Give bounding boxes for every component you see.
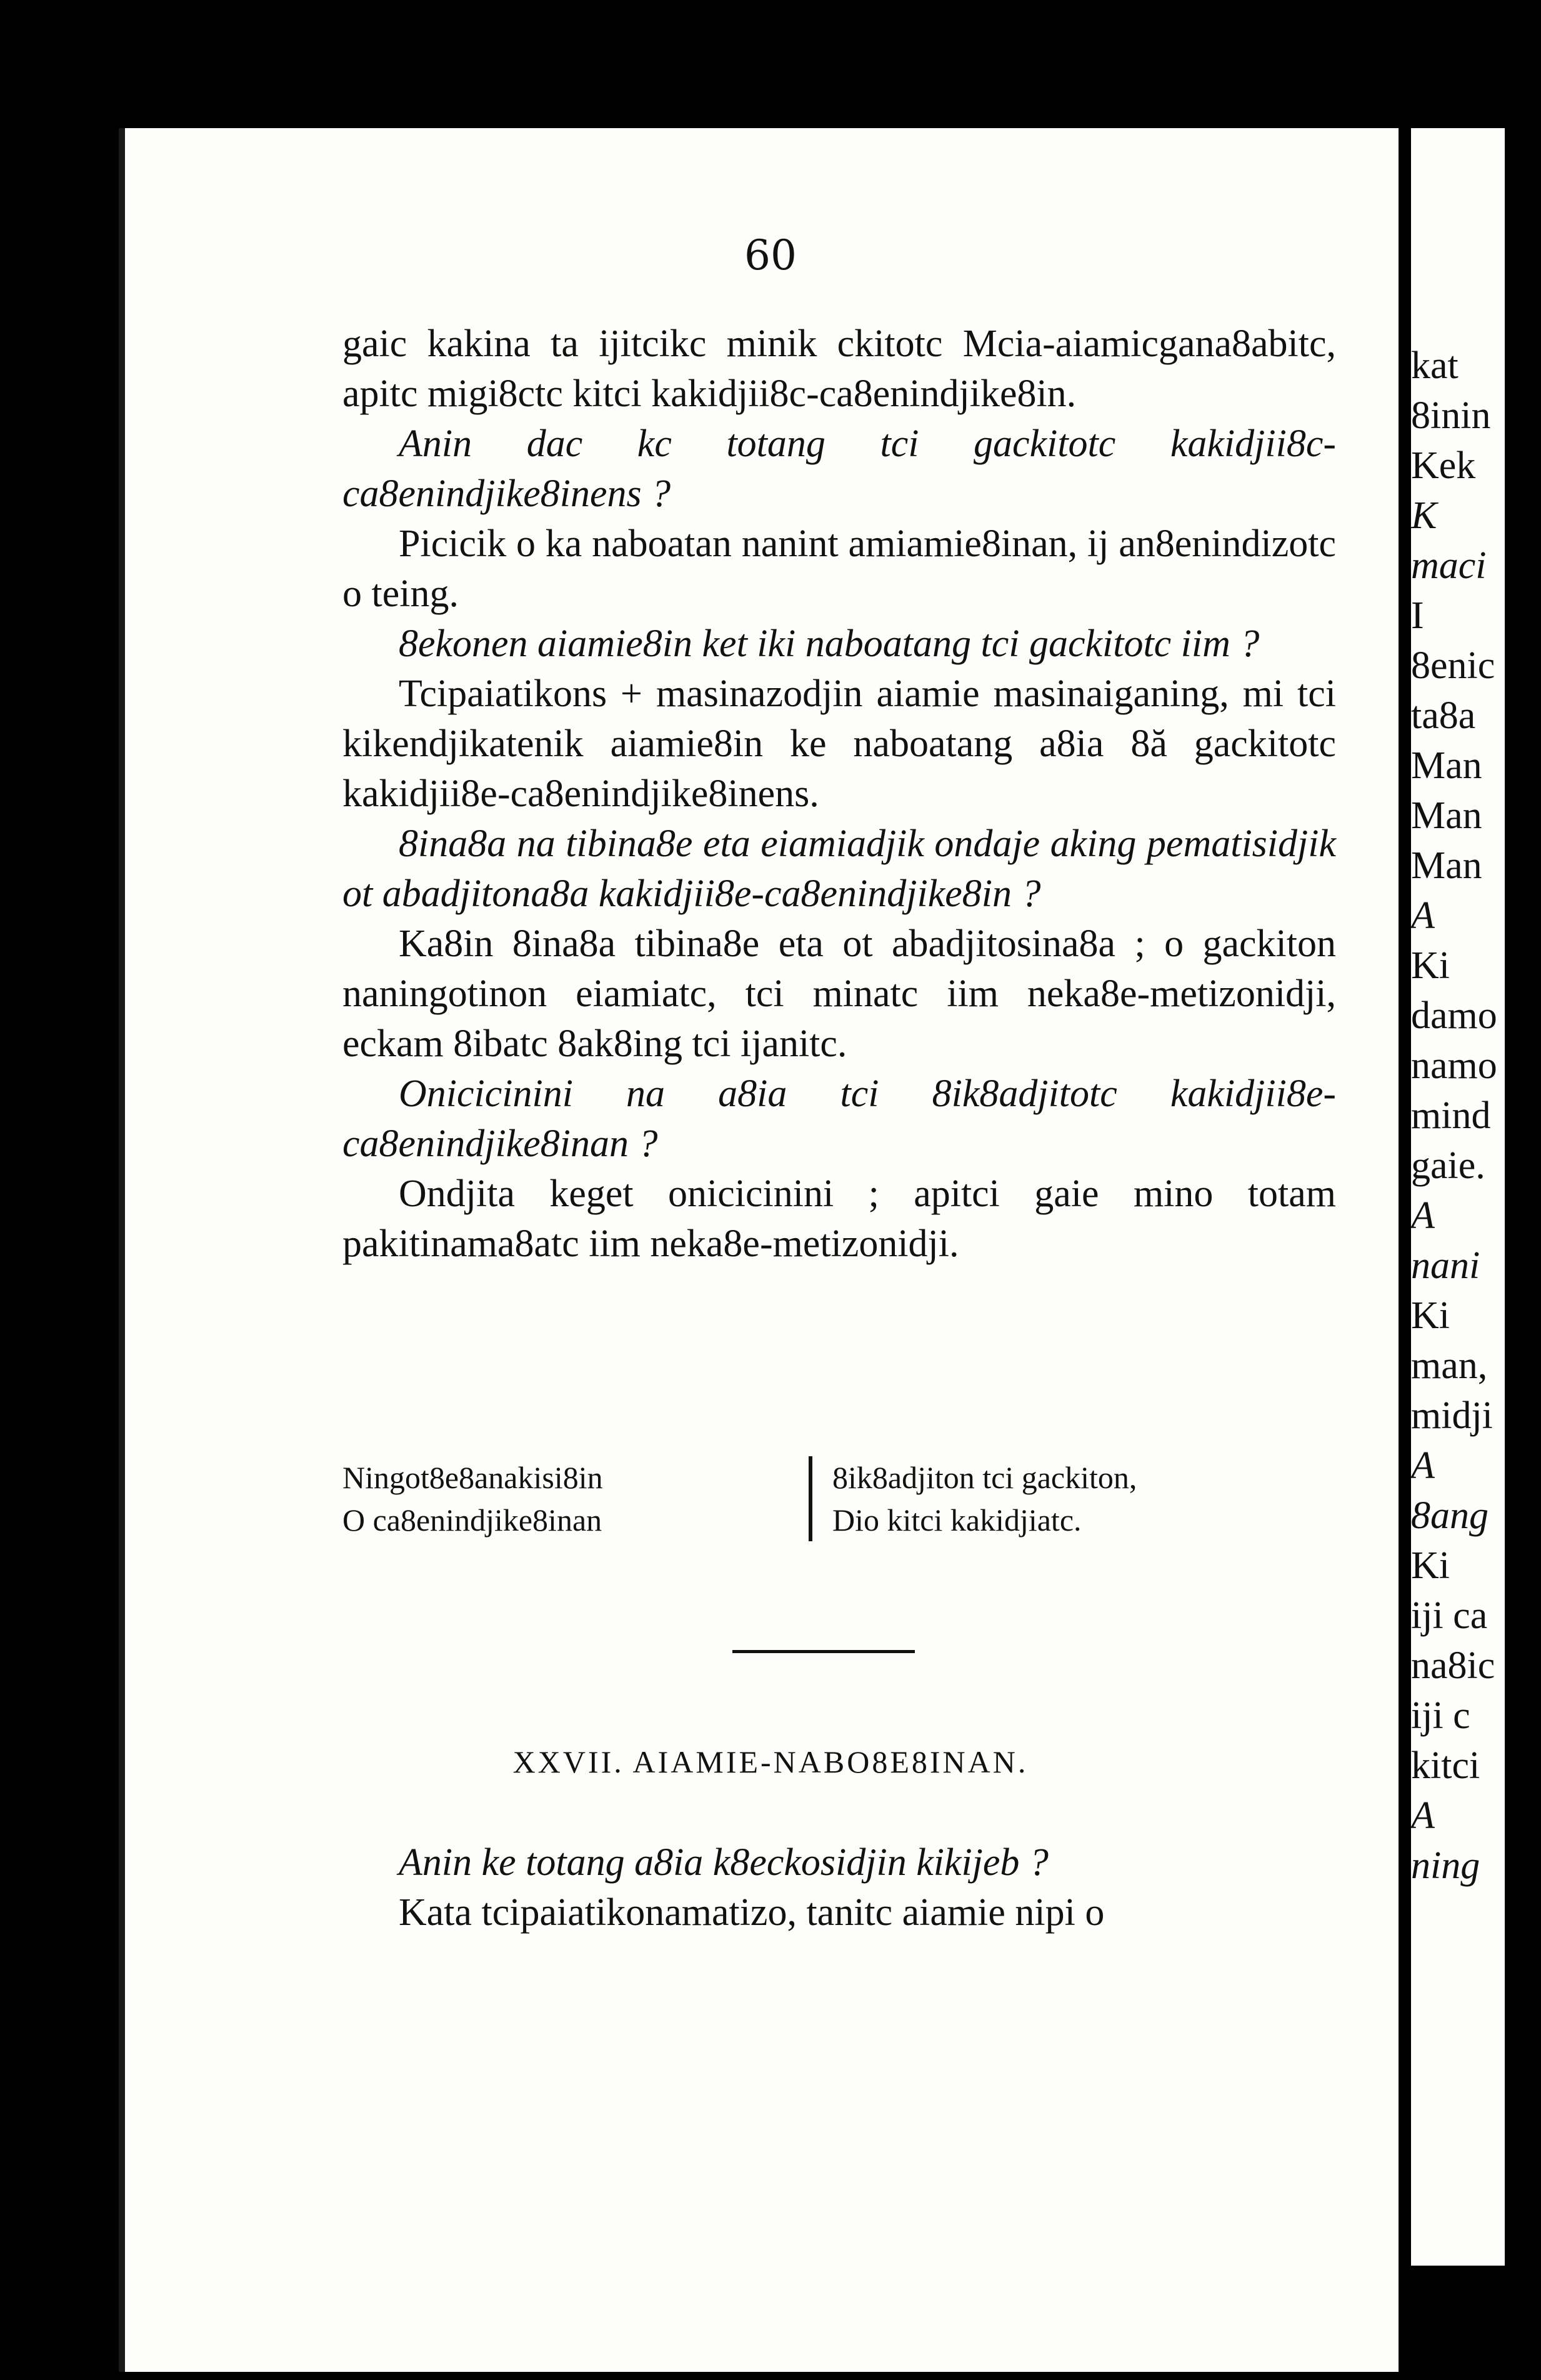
next-page-line: Kek — [1411, 444, 1476, 487]
next-page-line: iji c — [1411, 1694, 1470, 1737]
next-page-line: A — [1411, 1194, 1435, 1237]
question: 8ina8a na tibina8e eta eiamiadjik ondaje aking pematisidjik ot abadjitona8a kakidjii8e-ca8enindjike8in ? — [342, 822, 1336, 915]
next-page-line: kat — [1411, 344, 1459, 387]
next-page-line: 8enic — [1411, 644, 1495, 687]
next-page-line: namo — [1411, 1044, 1497, 1087]
answer: Picicik o ka naboatan nanint amiamie8inan, ij an8enindizotc o teing. — [342, 522, 1336, 615]
next-page-line: nani — [1411, 1244, 1480, 1287]
question: Anin dac kc totang tci gackitotc kakidjii8c-ca8enindjike8inens ? — [342, 422, 1336, 515]
verse-right — [809, 1456, 1137, 1541]
next-page-line: A — [1411, 1794, 1435, 1837]
answer: Ondjita keget onicicinini ; apitci gaie mino totam pakitinama8atc iim neka8e-metizonidji. — [342, 1172, 1336, 1265]
verse-left — [342, 1456, 603, 1541]
section-title: XXVII. AIAMIE-NABO8E8INAN. — [512, 1744, 1029, 1779]
next-page-line: gaie. — [1411, 1144, 1485, 1187]
next-page-line: mind — [1411, 1094, 1491, 1137]
next-page-line: kitci — [1411, 1744, 1480, 1787]
next-page-line: A — [1411, 894, 1435, 937]
section-divider — [732, 1650, 915, 1653]
next-page-line: 8ang — [1411, 1494, 1489, 1537]
next-page-line: maci — [1411, 544, 1487, 587]
next-page-line: midji — [1411, 1394, 1493, 1437]
next-page-line: iji ca — [1411, 1594, 1488, 1637]
next-page-line: Ki — [1411, 944, 1450, 987]
page-number: 60 — [744, 231, 797, 279]
question: 8ekonen aiamie8in ket iki naboatang tci gackitotc iim ? — [399, 622, 1260, 665]
next-page-line: Ki — [1411, 1294, 1450, 1337]
paragraph: gaic kakina ta ijitcikc minik ckitotc Mcia-aiamicgana8abitc, apitc migi8ctc kitci kakidjii8c-ca8enindjike8in. — [342, 322, 1336, 415]
question: Anin ke totang a8ia k8eckosidjin kikijeb ? — [399, 1841, 1049, 1884]
question: Onicicinini na a8ia tci 8ik8adjitotc kakidjii8e-ca8enindjike8inan ? — [342, 1072, 1336, 1165]
left-page-edge — [0, 0, 125, 2380]
next-page-line: damo — [1411, 994, 1497, 1037]
text-column — [342, 319, 1336, 1269]
next-page-line: Man — [1411, 844, 1482, 887]
verse-block — [342, 1456, 1336, 1562]
next-page-strip — [1411, 128, 1505, 2266]
answer: Tcipaiatikons + masinazodjin aiamie masinaiganing, mi tci kikendjikatenik aiamie8in ke naboatang a8ia 8ă gackitotc kakidjii8e-ca8enindjike8inens. — [342, 672, 1336, 815]
next-page-line: Man — [1411, 744, 1482, 787]
answer: Ka8in 8ina8a tibina8e eta ot abadjitosina8a ; o gackiton naningotinon eiamiatc, tci minatc iim neka8e-metizonidji, eckam 8ibatc 8ak8ing tci ijanitc. — [342, 922, 1336, 1065]
next-page-line: Ki — [1411, 1544, 1450, 1587]
answer: Kata tcipaiatikonamatizo, tanitc aiamie nipi o — [399, 1891, 1105, 1934]
next-page-line: na8ic — [1411, 1644, 1495, 1687]
next-page-line: ning — [1411, 1844, 1480, 1887]
text-column-lower — [342, 1838, 1336, 1938]
next-page-line: man, — [1411, 1344, 1488, 1387]
verse-line: Dio kitci kakidjiatc. — [832, 1502, 1082, 1538]
next-page-line: I — [1411, 594, 1424, 637]
next-page-line: A — [1411, 1444, 1435, 1487]
next-page-text — [1411, 341, 1505, 1891]
next-page-line: K — [1411, 494, 1437, 537]
verse-line: 8ik8adjiton tci gackiton, — [832, 1460, 1137, 1495]
next-page-line: Man — [1411, 794, 1482, 837]
verse-line: Ningot8e8anakisi8in — [342, 1460, 603, 1495]
verse-line: O ca8enindjike8inan — [342, 1502, 602, 1538]
next-page-line: ta8a — [1411, 694, 1476, 737]
next-page-line: 8inin — [1411, 394, 1491, 437]
